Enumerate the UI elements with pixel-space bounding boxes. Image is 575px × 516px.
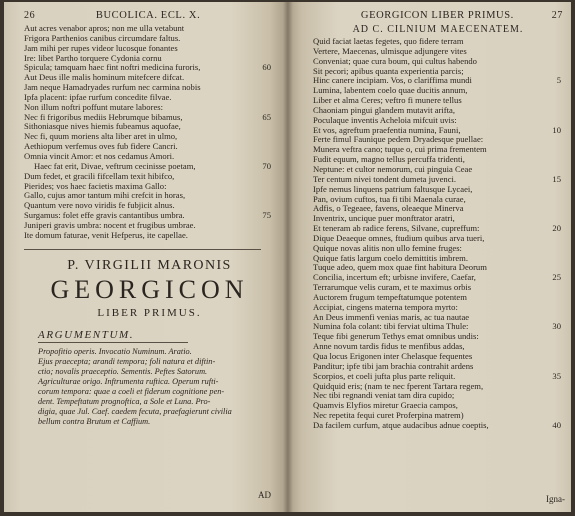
verse-text: Scorpios, et coeli jufta plus parte reliquit. <box>313 370 456 381</box>
line-number: 25 <box>552 272 561 283</box>
left-page <box>4 2 287 512</box>
verse-text: Pierides; vos haec facietis maxima Gallo: <box>24 180 167 191</box>
verse-text: Haec fat erit, Divae, veftrum cecinisse poetam, <box>34 160 196 171</box>
verse-text: Chaoniam pingui glandem mutavit arifta, <box>313 104 456 115</box>
verse-text: Concilia, incertum eft; urbisne invifere, Caefar, <box>313 272 476 283</box>
book-spread <box>4 2 571 512</box>
verse-text: Lumina, labentem coelo quae ducitis annum, <box>313 85 468 96</box>
dedication-heading: AD C. CILNIUM MAECENATEM. <box>352 24 524 35</box>
verse-text: Quid faciat laetas fegetes, quo fidere terram <box>313 36 464 46</box>
verse-text: Ipfa placent: ipfae rurfum concedite filvae. <box>24 91 172 102</box>
verse-text: Fudit equum, magno tellus percuffa tridenti, <box>313 154 465 165</box>
verse-text: Jam neque Hamadryades rurfum nec carmina nobis <box>24 82 201 93</box>
verse-text: Panditur; ipfe tibi jam brachia contrahit ardens <box>313 360 474 371</box>
verse-text: Vertere, Maecenas, ulmisque adjungere vites <box>313 45 467 56</box>
left-running-head <box>24 10 275 21</box>
argument-line: Ejus praecepta; arandi tempora; foli natura et diftin- <box>38 356 216 366</box>
verse-text: Nec fi frigoribus mediis Hebrumque bibamus, <box>24 111 183 122</box>
argument-line: Agriculturae origo. Inftrumenta ruftica. Operum rufti- <box>38 376 219 386</box>
georgics-book-heading: LIBER PRIMUS. <box>97 306 202 319</box>
verse-line <box>313 421 563 431</box>
argument-text <box>24 347 275 427</box>
georgics-title-heading: GEORGICON <box>50 274 249 304</box>
verse-text: Quamvis Elyfios miretur Graecia campos, <box>313 400 458 411</box>
verse-text: Auctorem frugum tempeftatumque potentem <box>313 291 467 302</box>
argument-underline <box>38 342 188 343</box>
right-running-title: GEORGICON LIBER PRIMUS. <box>360 10 514 21</box>
verse-text: Accipiat, cingens materna tempora myrto: <box>313 301 458 312</box>
line-number: 75 <box>262 210 271 221</box>
verse-text: Aut acres venabor apros; non me ulla vetabunt <box>24 23 185 33</box>
verse-text: Poculaque inventis Acheloia mifcuit uvis: <box>313 114 457 125</box>
left-catchword: AD <box>258 490 271 500</box>
verse-text: Nec repetita fequi curet Proferpina matrem) <box>313 410 464 421</box>
verse-text: Liber et alma Ceres; veftro fi munere tellus <box>313 95 462 106</box>
right-catchword: Igna- <box>546 494 565 504</box>
line-number: 30 <box>552 321 561 332</box>
argument-line: Propofitio operis. Invocatio Numinum. Aratio. <box>38 346 192 356</box>
verse-text: Neptune: et cultor nemorum, cui pinguia Ceae <box>313 163 473 174</box>
verse-text: Gallo, cujus amor tantum mihi crefcit in horas, <box>24 190 186 201</box>
verse-text: Quantum vere novo viridis fe fubjicit alnus. <box>24 200 175 211</box>
verse-text: Sithoniasque nives hiemis fubeamus aquofae, <box>24 121 181 132</box>
verse-text: Nec fi, quum moriens alta liber aret in ulmo, <box>24 131 178 142</box>
verse-text: Surgamus: folet effe gravis cantantibus umbra. <box>24 210 185 221</box>
left-running-title: BUCOLICA. ECL. X. <box>95 10 201 21</box>
verse-text: Frigora Parthenios canibus circumdare faltus. <box>24 32 181 43</box>
verse-text: Teque fibi generum Tethys emat omnibus undis: <box>313 331 479 342</box>
line-number: 20 <box>552 223 561 234</box>
left-verse-lines <box>24 24 275 241</box>
verse-text: Juniperi gravis umbra: nocent et frugibus umbrae. <box>24 219 196 230</box>
verse-text: Et teneram ab radice ferens, Silvane, cupreffum: <box>313 223 480 234</box>
verse-text: Pan, ovium cuftos, tua fi tibi Maenala curae, <box>313 193 466 204</box>
verse-text: Nec tibi regnandi veniat tam dira cupido; <box>313 390 455 401</box>
argument-line: ctio; novalis praeceptio. Sementis. Peftes Satorum. <box>38 366 208 376</box>
verse-text: Adfis, o Tegeaee, favens, oleaeque Minerva <box>313 203 464 214</box>
line-number: 40 <box>552 419 561 430</box>
argument-line: corum tempora: quae a coeli et fiderum cognitione pen- <box>38 386 225 396</box>
verse-text: Dum fedet, et gracili fifcellam texit hibifco, <box>24 170 175 181</box>
line-number: 60 <box>262 62 271 73</box>
verse-text: Da facilem curfum, atque audacibus adnue coeptis, <box>313 419 489 430</box>
right-page-number: 27 <box>551 10 563 21</box>
verse-text: Terrarumque velis curam, et te maximus orbis <box>313 282 472 293</box>
verse-line <box>24 231 275 241</box>
verse-text: Ire: libet Partho torquere Cydonia cornu <box>24 52 162 63</box>
line-number: 70 <box>262 160 271 171</box>
argument-heading: ARGUMENTUM. <box>38 328 135 341</box>
verse-text: Tuque adeo, quem mox quae fint habitura Deorum <box>313 262 487 273</box>
verse-text: Hinc canere incipiam. Vos, o clariffima mundi <box>313 75 472 86</box>
verse-text: Quique novas alitis non ullo femine fruges: <box>313 242 462 253</box>
verse-text: Anne novum tardis fidus te menfibus addas, <box>313 341 465 352</box>
verse-text: Conveniat; quae cura boum, qui cultus habendo <box>313 55 477 66</box>
left-page-number: 26 <box>24 10 36 21</box>
argument-line: bellum contra Brutum et Caffium. <box>38 416 151 426</box>
line-number: 65 <box>262 111 271 122</box>
verse-text: Quidquid eris; (nam te nec fperent Tartara regem, <box>313 380 484 391</box>
verse-text: Sit pecori; apibus quanta experientia parcis; <box>313 65 464 76</box>
verse-text: Spicula; tamquam haec fint noftri medicina furoris, <box>24 62 201 73</box>
line-number: 35 <box>552 370 561 381</box>
right-page <box>287 2 571 512</box>
verse-text: Quique fatis largum coelo demittitis imbrem. <box>313 252 468 263</box>
line-number: 5 <box>556 75 561 86</box>
book-gutter <box>283 2 293 512</box>
verse-text: Omnia vincit Amor: et nos cedamus Amori. <box>24 150 175 161</box>
verse-text: Aut Deus ille malis hominum mitefcere difcat. <box>24 72 185 83</box>
verse-text: Munera veftra cano; tuque o, cui prima frementem <box>313 144 487 155</box>
verse-text: Numina fola colant: tibi ferviat ultima Thule: <box>313 321 469 332</box>
verse-text: Et vos, agreftum praefentia numina, Fauni, <box>313 124 461 135</box>
verse-text: Dique Deaeque omnes, ftudium quibus arva tueri, <box>313 232 485 243</box>
verse-text: Ipfe nemus linquens patrium faltusque Lycaei, <box>313 183 473 194</box>
verse-text: Ite domum faturae, venit Hefperus, ite capellae. <box>24 229 188 240</box>
section-divider <box>24 249 261 250</box>
line-number: 10 <box>552 124 561 135</box>
verse-text: Inventrix, uncique puer monftrator aratri, <box>313 213 455 224</box>
verse-text: An Deus immenfi venias maris, ac tua nautae <box>313 311 470 322</box>
right-running-head <box>313 10 563 21</box>
verse-text: Ferte fimul Faunique pedem Dryadesque puellae: <box>313 134 484 145</box>
line-number: 15 <box>552 173 561 184</box>
verse-text: Ter centum nivei tondent dumeta juvenci. <box>313 173 457 184</box>
argument-line: dent. Tempeftatum prognoftica, a Sole et Luna. Pro- <box>38 396 211 406</box>
verse-text: Non illum noftri poffunt mutare labores: <box>24 101 163 112</box>
verse-text: Jam mihi per rupes videor lucosque fonantes <box>24 42 178 53</box>
verse-text: Qua locus Erigonen inter Chelasque fequentes <box>313 351 473 361</box>
georgics-author-heading: P. VIRGILII MARONIS <box>67 257 232 273</box>
right-verse-lines <box>313 37 563 431</box>
argument-line: digia, quae Jul. Caef. caedem fecuta, praefagierunt civilia <box>38 406 232 416</box>
verse-text: Aethiopum verfemus oves fub fidere Cancri. <box>24 141 178 152</box>
